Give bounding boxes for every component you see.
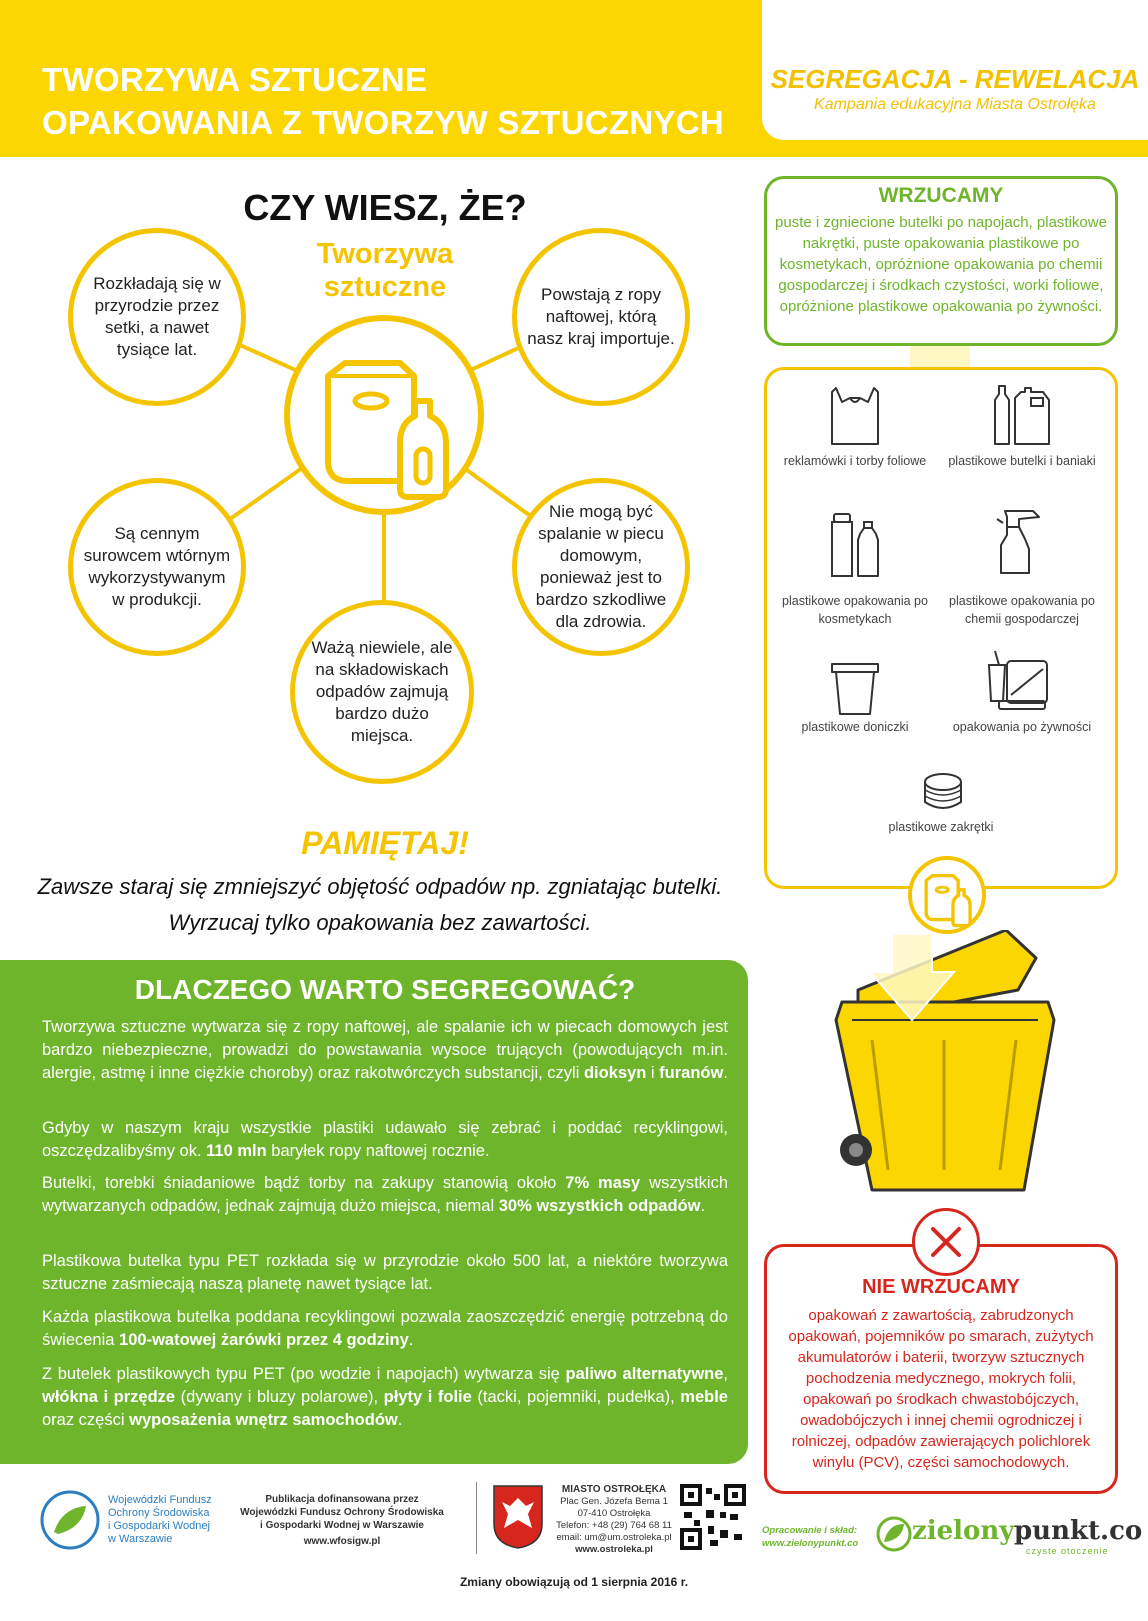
- do-not-put-title: NIE WRZUCAMY: [862, 1276, 1020, 1298]
- remember-line-2: Wyrzucaj tylko opakowania bez zawartości.: [168, 910, 592, 935]
- small-packaging-circle: [908, 856, 986, 934]
- fund-logo-icon: [38, 1488, 102, 1552]
- city-info: MIASTO OSTROŁĘKA Plac Gen. Józefa Bema 1 07-410 Ostrołęka Telefon: +48 (29) 764 68 11 email: um@um.ostroleka.pl www.ostroleka.pl: [550, 1484, 678, 1556]
- publication-note: Publikacja dofinansowana przez Wojewódzki Fundusz Ochrony Środowiska i Gospodarki Wodnej w Warszawie www.wfosigw.pl: [232, 1493, 452, 1548]
- plastic-packaging-icon: [912, 860, 982, 930]
- plastic-packaging-icon: [290, 321, 478, 509]
- fact-decomposition: Rozkładają się w przyrodzie przez setki, a nawet tysiące lat.: [68, 228, 246, 406]
- fact-secondary-raw-material: Są cennym surowcem wtórnym wykorzystywanym w produkcji.: [68, 478, 246, 656]
- city-crest-icon: [492, 1484, 544, 1550]
- yellow-bin-icon: [828, 930, 1068, 1220]
- zielonypunkt-logo: zielony punkt.co czyste otoczenie: [876, 1516, 1128, 1556]
- plastic-bag-icon: [820, 378, 890, 450]
- connector-bar: [910, 346, 970, 368]
- spray-bottle-icon: [985, 505, 1055, 577]
- item-label: reklamówki i torby foliowe: [783, 454, 927, 468]
- footer-divider: [476, 1482, 477, 1554]
- item-label: plastikowe zakrętki: [888, 820, 994, 834]
- close-icon: [915, 1211, 977, 1273]
- effective-date-note: Zmiany obowiązują od 1 sierpnia 2016 r.: [459, 1575, 689, 1589]
- title-line-2: OPAKOWANIA Z TWORZYW SZTUCZNYCH: [42, 104, 725, 141]
- do-not-put-text: opakowań z zawartością, zabrudzonych opakowań, pojemników po smarach, zużytych akumulatorów i baterii, tworzyw sztucznych pochodzenia medycznego, mokrych folii, opakowań po środkach chwastobójczych, owadobójczych i innej chemii ogrodniczej i rolniczej, odpadów zawierających polichlorek winylu (PCV), części samochodowych.: [788, 1307, 1094, 1471]
- center-label-line-2: sztuczne: [323, 271, 447, 303]
- qr-code-icon[interactable]: [680, 1484, 746, 1550]
- leaf-icon: [876, 1516, 912, 1552]
- put-in-text: puste i zgniecione butelki po napojach, plastikowe nakrętki, puste opakowania plastikowe po kosmetykach, opróżnione opakowania po chemii gospodarczej i środkach czystości, worki foliowe, opróżnione plastikowe opakowania po żywności.: [775, 214, 1107, 315]
- food-packaging-icon: [985, 645, 1055, 717]
- item-label: plastikowe opakowania po chemii gospodarczej: [949, 594, 1095, 626]
- item-label: plastikowe doniczki: [801, 720, 909, 734]
- prepared-by-url[interactable]: www.zielonypunkt.co: [762, 1538, 859, 1549]
- why-paragraph-1: Tworzywa sztuczne wytwarza się z ropy naftowej, ale spalanie ich w piecach domowych jest bardzo niebezpieczne, prowadzi do powstawania wysoce trujących (powodujących m.in. alergie, astmę i inne ciężkie choroby) oraz rakotwórczych substancji, czyli dioksyn i furanów.: [42, 1018, 728, 1082]
- center-label-line-1: Tworzywa: [316, 238, 454, 270]
- why-paragraph-5: Każda plastikowa butelka poddana recyklingowi pozwala zaoszczędzić energię potrzebną do świecenia 100-watowej żarówki przez 4 godziny.: [42, 1308, 728, 1349]
- center-label: [260, 238, 510, 304]
- item-label: opakowania po żywności: [952, 720, 1092, 734]
- brand-box: [762, 0, 1148, 140]
- prohibited-circle: [912, 1208, 980, 1276]
- brand-title: SEGREGACJA - REWELACJA: [770, 64, 1140, 94]
- why-segregate-title: DLACZEGO WARTO SEGREGOWAĆ?: [134, 974, 636, 1005]
- why-paragraph-2: Gdyby w naszym kraju wszystkie plastiki udawało się zebrać i poddać recyklingowi, oszczędzalibyśmy ok. 110 mln baryłek ropy naftowej rocznie.: [42, 1119, 728, 1160]
- bottles-icon: [985, 378, 1055, 450]
- put-in-title: WRZUCAMY: [878, 184, 1004, 207]
- fund-name: Wojewódzki Fundusz Ochrony Środowiska i Gospodarki Wodnej w Warszawie: [108, 1494, 212, 1545]
- why-paragraph-3: Butelki, torebki śniadaniowe bądź torby na zakupy stanowią około 7% masy wszystkich wytwarzanych odpadów, jednak zajmują dużo miejsca, niemal 30% wszystkich odpadów.: [42, 1174, 728, 1215]
- fact-crude-oil: Powstają z ropy naftowej, którą nasz kraj importuje.: [512, 228, 690, 406]
- publication-url[interactable]: www.wfosigw.pl: [303, 1536, 381, 1547]
- title-line-1: TWORZYWA SZTUCZNE: [42, 61, 428, 98]
- did-you-know-heading: CZY WIESZ, ŻE?: [243, 187, 527, 228]
- item-label: plastikowe opakowania po kosmetykach: [782, 594, 928, 626]
- cosmetics-icon: [820, 510, 890, 582]
- remember-heading: PAMIĘTAJ!: [301, 825, 469, 861]
- bottle-caps-icon: [918, 768, 968, 816]
- flower-pot-icon: [820, 650, 890, 722]
- why-paragraph-6: Z butelek plastikowych typu PET (po wodzie i napojach) wytwarza się paliwo alternatywne, włókna i przędze (dywany i bluzy polarowe), płyty i folie (tacki, pojemniki, pudełka), meble oraz części wyposażenia wnętrz samochodów.: [42, 1365, 728, 1429]
- city-url[interactable]: www.ostroleka.pl: [575, 1544, 653, 1555]
- city-title: MIASTO OSTROŁĘKA: [561, 1484, 667, 1495]
- prepared-by: Opracowanie i skład: www.zielonypunkt.co: [762, 1525, 859, 1549]
- why-paragraph-4: Plastikowa butelka typu PET rozkłada się w przyrodzie około 500 lat, a niektóre tworzywa sztuczne zaśmiecają naszą planetę nawet tysiące lat.: [42, 1252, 728, 1293]
- brand-subtitle: Kampania edukacyjna Miasta Ostrołęka: [814, 96, 1096, 113]
- center-circle: [284, 315, 484, 515]
- item-label: plastikowe butelki i baniaki: [948, 454, 1096, 468]
- remember-line-1: Zawsze staraj się zmniejszyć objętość odpadów np. zgniatając butelki.: [37, 874, 723, 899]
- fact-no-burning: Nie mogą być spalanie w piecu domowym, ponieważ jest to bardzo szkodliwe dla zdrowia.: [512, 478, 690, 656]
- fact-landfill-space: Ważą niewiele, ale na składowiskach odpadów zajmują bardzo dużo miejsca.: [290, 600, 474, 784]
